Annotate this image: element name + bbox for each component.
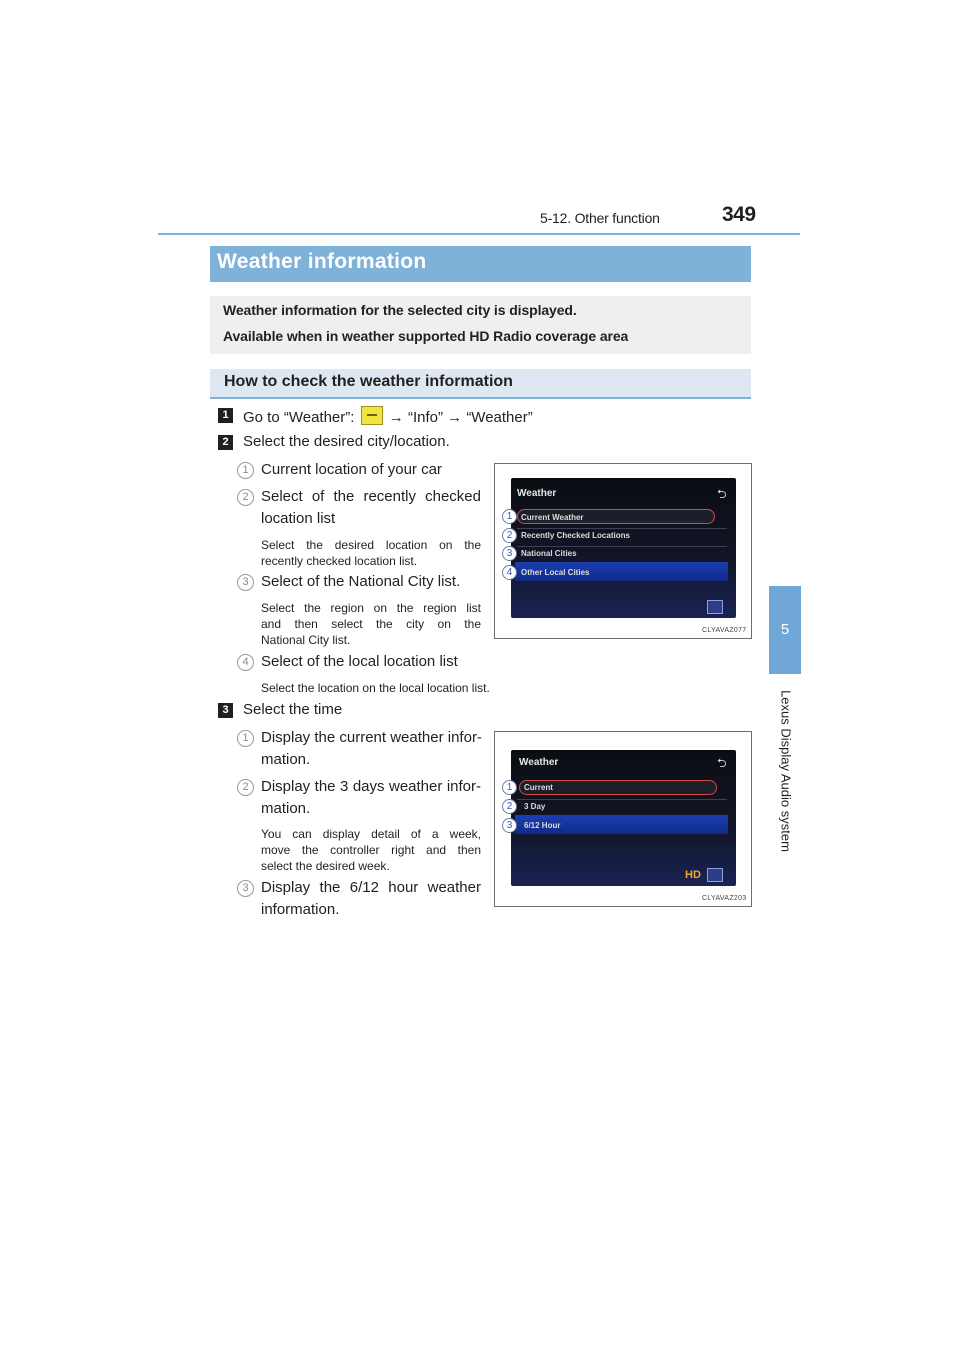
callout-badge: 1	[502, 509, 517, 524]
menu-item-recently-checked[interactable]: Recently Checked Locations	[521, 531, 630, 540]
weather-time-screenshot	[494, 731, 752, 907]
hd-radio-icon: HD	[685, 869, 701, 881]
item-note: You can display detail of a week,	[261, 827, 481, 841]
hd-radio-weather-logo	[707, 600, 723, 614]
divider	[517, 799, 727, 800]
intro-box	[210, 296, 751, 354]
subheading: How to check the weather information	[224, 373, 513, 390]
item-text: location list	[261, 510, 336, 527]
step-number: 3	[218, 703, 233, 718]
page-number: 349	[722, 203, 756, 226]
item-number: 1	[237, 462, 254, 479]
item-note: Select the region on the region list	[261, 601, 481, 615]
callout-badge: 3	[502, 818, 517, 833]
step-1-text: Go to “Weather”: → “Info” → “Weather”	[243, 406, 533, 426]
item-number: 1	[237, 730, 254, 747]
item-text: Display the 3 days weather infor-	[261, 778, 481, 795]
callout-badge: 2	[502, 528, 517, 543]
item-text: mation.	[261, 800, 311, 817]
item-text: Display the current weather infor-	[261, 729, 482, 746]
item-note: Select the desired location on the	[261, 538, 481, 552]
menu-item-current[interactable]: Current	[524, 783, 553, 792]
divider	[517, 528, 727, 529]
weather-menu-screenshot	[494, 463, 752, 639]
menu-item-current-weather[interactable]: Current Weather	[521, 513, 584, 522]
item-note: National City list.	[261, 633, 351, 647]
item-note: Select the location on the local location list.	[261, 681, 490, 695]
menu-item-national-cities[interactable]: National Cities	[521, 549, 577, 558]
header-rule	[158, 233, 800, 235]
intro-line: Available when in weather supported HD Radio coverage area	[223, 328, 629, 344]
screen-title: Weather	[519, 757, 559, 768]
callout-badge: 4	[502, 565, 517, 580]
step-3-text: Select the time	[243, 701, 343, 718]
info-menu-icon	[361, 406, 383, 425]
menu-item-6-12-hour[interactable]: 6/12 Hour	[524, 821, 561, 830]
item-text: information.	[261, 901, 340, 918]
item-text: Select of the local location list	[261, 653, 458, 670]
figure-code: CLYAVAZ203	[702, 895, 747, 902]
item-text: Display the 6/12 hour weather	[261, 879, 481, 896]
screen-title: Weather	[517, 488, 557, 499]
display-screen	[511, 478, 736, 618]
chapter-label: Lexus Display Audio system	[778, 689, 794, 852]
callout-badge: 1	[502, 780, 517, 795]
item-text: Current location of your car	[261, 461, 442, 478]
back-arrow-icon: ⮌	[717, 487, 727, 501]
step-number: 1	[218, 408, 233, 423]
figure-code: CLYAVAZ077	[702, 627, 747, 634]
menu-item-other-local-cities[interactable]: Other Local Cities	[521, 568, 590, 577]
hd-radio-weather-logo	[707, 868, 723, 882]
item-text: Select of the National City list.	[261, 573, 461, 590]
intro-line: Weather information for the selected city is displayed.	[223, 302, 577, 318]
item-note: and then select the city on the	[261, 617, 481, 631]
menu-item-3-day[interactable]: 3 Day	[524, 802, 546, 811]
item-number: 3	[237, 880, 254, 897]
page-title-bar	[210, 246, 751, 282]
item-text: Select of the recently checked	[261, 488, 481, 505]
item-text: mation.	[261, 751, 311, 768]
step-number: 2	[218, 435, 233, 450]
subheading-bar	[210, 369, 751, 399]
item-number: 2	[237, 779, 254, 796]
chapter-tab: 5	[769, 586, 801, 674]
item-note: select the desired week.	[261, 859, 390, 873]
page-title: Weather information	[217, 250, 427, 273]
callout-badge: 2	[502, 799, 517, 814]
back-arrow-icon: ⮌	[717, 756, 727, 770]
section-title: 5-12. Other function	[540, 210, 660, 226]
display-screen	[511, 750, 736, 886]
item-number: 4	[237, 654, 254, 671]
item-note: move the controller right and then	[261, 843, 481, 857]
item-number: 3	[237, 574, 254, 591]
step-2-text: Select the desired city/location.	[243, 433, 450, 450]
item-note: recently checked location list.	[261, 554, 418, 568]
callout-badge: 3	[502, 546, 517, 561]
item-number: 2	[237, 489, 254, 506]
divider	[517, 546, 727, 547]
